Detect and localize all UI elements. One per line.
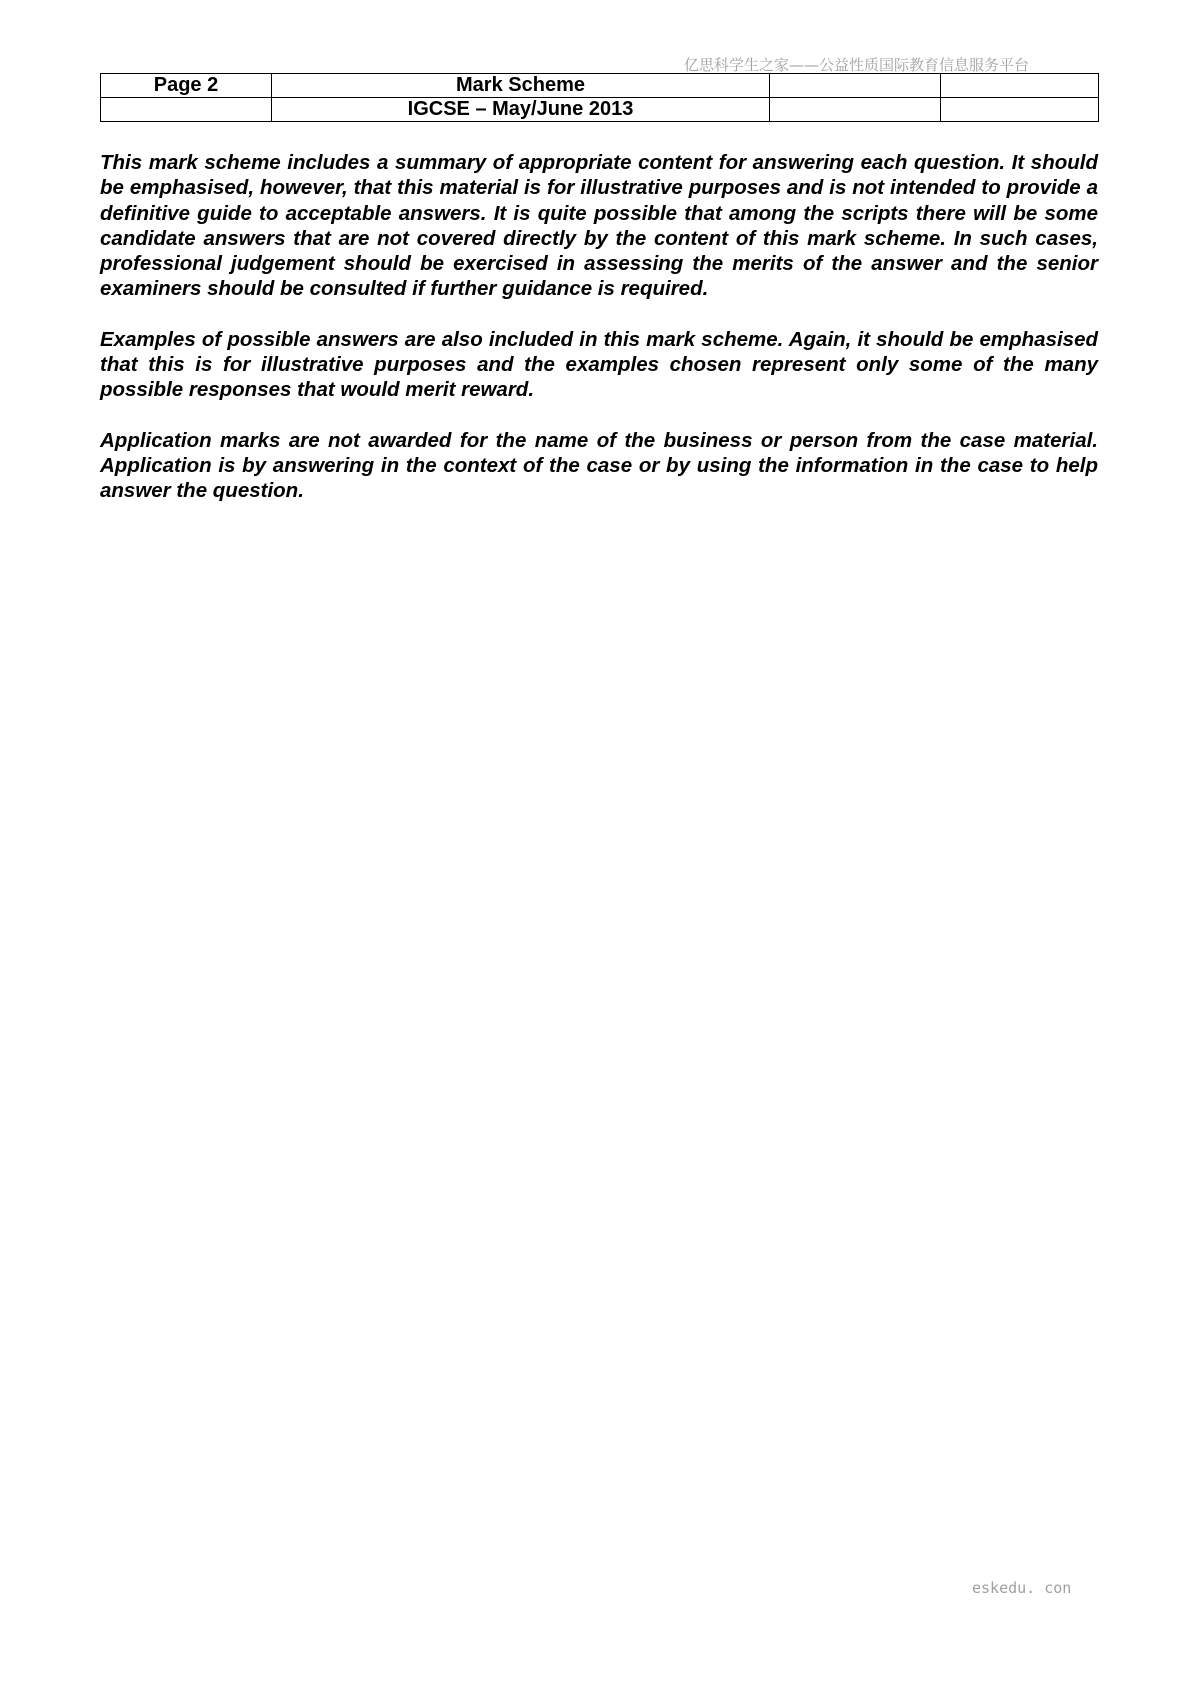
header-table: [100, 73, 1099, 122]
header-cell-empty: [941, 74, 1099, 98]
paragraph: This mark scheme includes a summary of appropriate content for answering each question. It should be emphasised, however, that this material is for illustrative purposes and is not intended to provide a definitive guide to acceptable answers. It is quite possible that among the scripts there will be some candidate answers that are not covered directly by the content of this mark scheme. In such cases, professional judgement should be exercised in assessing the merits of the answer and the senior examiners should be consulted if further guidance is required.: [100, 151, 1098, 301]
watermark-bottom: eskedu. con: [972, 1579, 1072, 1597]
header-row-2: [101, 98, 1099, 122]
paragraph: Examples of possible answers are also included in this mark scheme. Again, it should be emphasised that this is for illustrative purposes and the examples chosen represent only some of the many possible responses that would merit reward.: [100, 327, 1098, 402]
document-title: Mark Scheme: [272, 74, 770, 98]
header-cell-empty: [941, 98, 1099, 122]
header-cell-empty: [770, 74, 941, 98]
document-subtitle: IGCSE – May/June 2013: [272, 98, 770, 122]
page-number: Page 2: [101, 74, 272, 98]
header-cell-empty: [770, 98, 941, 122]
paragraph: Application marks are not awarded for the name of the business or person from the case material. Application is by answering in the context of the case or by using the information in the case to help answer the question.: [100, 428, 1098, 503]
watermark-top: 亿思科学生之家——公益性质国际教育信息服务平台: [684, 56, 1030, 74]
header-cell-empty: [101, 98, 272, 122]
header-row-1: [101, 74, 1099, 98]
body-content: [100, 150, 1098, 529]
